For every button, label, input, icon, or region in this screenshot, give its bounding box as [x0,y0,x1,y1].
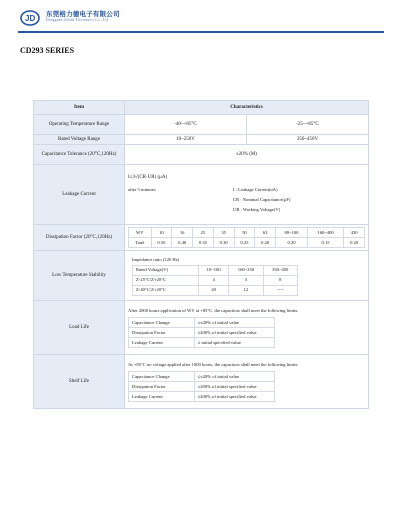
leakage-formula: I≤3√(CR·UR) (μA) [128,174,168,180]
load-life-row [129,338,275,348]
impedance-row-label: Z-25°C/Z+20°C [133,275,199,285]
leakage-def-3: UR : Working Voltage(V) [233,206,281,212]
header-divider [18,31,384,33]
dissipation-tan: 0.20 [276,238,308,248]
label-leakage: Leakage Current [34,165,125,225]
load-life-value: ≤±20% of initial value [194,318,274,328]
leakage-after: after 5 minutes [128,186,156,192]
row-rated-voltage [34,135,369,145]
shelf-life-value: ≤200% of initial specified value [194,392,274,402]
shelf-life-key: Dissipation Factor [129,382,195,392]
load-life-note: After 2000 hours application of WV at +85°C, the capacitors shall meet the following limits: [128,308,299,313]
header-item: Item [34,101,125,115]
shelf-life-row [129,382,275,392]
dissipation-tan: 0.20 [255,238,276,248]
label-shelf-life: Shelf Life [34,355,125,409]
dissipation-tan: 0.50 [151,238,172,248]
spec-table [33,100,369,409]
value-cap-tolerance: ±20% (M) [125,145,369,165]
load-life-key: Leakage Current [129,338,195,348]
shelf-life-cell [125,355,369,409]
dissipation-tan-label: Tanδ [129,238,152,248]
label-rated-voltage: Rated Voltage Range [34,135,125,145]
load-life-value: ≤ initial specified value [194,338,274,348]
shelf-life-key: Leakage Current [129,392,195,402]
leakage-cell [125,165,369,225]
dissipation-wv: 160~400 [307,228,343,238]
impedance-table [132,265,298,296]
shelf-life-row [129,372,275,382]
leakage-body [128,186,365,216]
load-life-key: Capacitance Change [129,318,195,328]
dissipation-wv: 50 [234,228,255,238]
row-operating-temp [34,115,369,135]
dissipation-tan-row [129,238,365,248]
impedance-value: 20 [199,285,229,295]
table-header-row [34,101,369,115]
series-title: CD293 SERIES [20,46,75,55]
dissipation-wv: 450 [344,228,365,238]
shelf-life-key: Capacitance Change [129,372,195,382]
company-logo-icon [20,10,40,26]
impedance-col: 350~450 [263,265,297,275]
shelf-life-note: At +85°C no voltage applied after 1000 hours, the capacitors shall meet the following limits: [128,362,299,367]
label-low-temp: Low Temperature Stability [34,251,125,301]
label-dissipation: Dissipation Factor (20°C,120Hz) [34,225,125,251]
impedance-value: 3 [229,275,263,285]
dissipation-wv-label: WV [129,228,152,238]
dissipation-wv: 63 [255,228,276,238]
dissipation-wv: 80~100 [276,228,308,238]
impedance-row [133,285,298,295]
dissipation-tan: 0.25 [234,238,255,248]
impedance-value: ---- [263,285,297,295]
value-rated-voltage-1: 10~250V [125,135,247,145]
row-cap-tolerance [34,145,369,165]
load-life-cell [125,301,369,355]
row-dissipation [34,225,369,251]
value-op-temp-2: -25~+85°C [246,115,368,135]
company-name-en: Dongguan Gelide Electronics Co., Ltd [46,18,109,22]
row-shelf-life [34,355,369,409]
impedance-value: 12 [229,285,263,295]
load-life-row [129,328,275,338]
impedance-col: 160~250 [229,265,263,275]
dissipation-tan: 0.15 [307,238,343,248]
impedance-col: 10~100 [199,265,229,275]
dissipation-wv: 35 [213,228,234,238]
dissipation-tan: 0.20 [344,238,365,248]
dissipation-tan: 0.40 [172,238,193,248]
company-name-cn: 东莞格力德电子有限公司 [46,11,120,18]
dissipation-table [128,227,365,248]
leakage-def-1: I : Leakage Current(uA) [233,186,278,192]
impedance-header-row [133,265,298,275]
impedance-rv-label: Rated Voltage(V) [133,265,199,275]
impedance-row [133,275,298,285]
impedance-value: 8 [263,275,297,285]
dissipation-tan: 0.35 [193,238,214,248]
low-temp-cell [125,251,369,301]
label-operating-temp: Operating Temperature Range [34,115,125,135]
impedance-row-label: Z-40°C/Z+20°C [133,285,199,295]
dissipation-wv: 10 [151,228,172,238]
impedance-title: Impedance ratio (120 Hz) [132,256,180,262]
value-rated-voltage-2: 350~450V [246,135,368,145]
dissipation-tan: 0.30 [213,238,234,248]
load-life-key: Dissipation Factor [129,328,195,338]
dissipation-wv: 25 [193,228,214,238]
leakage-definitions [233,186,290,216]
row-leakage [34,165,369,225]
shelf-life-table [128,371,275,402]
impedance-value: 4 [199,275,229,285]
shelf-life-row [129,392,275,402]
row-load-life [34,301,369,355]
load-life-value: ≤200% of initial specified value [194,328,274,338]
shelf-life-value: ≤±20% of initial value [194,372,274,382]
page-header [0,0,400,40]
header-characteristics: Characteristics [125,101,369,115]
load-life-table [128,317,275,348]
dissipation-cell [125,225,369,251]
label-load-life: Load Life [34,301,125,355]
shelf-life-value: ≤200% of initial specified value [194,382,274,392]
dissipation-wv: 16 [172,228,193,238]
leakage-def-2: CR : Nominal Capacitance(μF) [233,196,291,202]
label-cap-tolerance: Capacitance Tolerance (20°C,120Hz) [34,145,125,165]
svg-text:JD: JD [25,14,36,23]
dissipation-wv-row [129,228,365,238]
row-low-temp [34,251,369,301]
load-life-row [129,318,275,328]
value-op-temp-1: -40~+85°C [125,115,247,135]
